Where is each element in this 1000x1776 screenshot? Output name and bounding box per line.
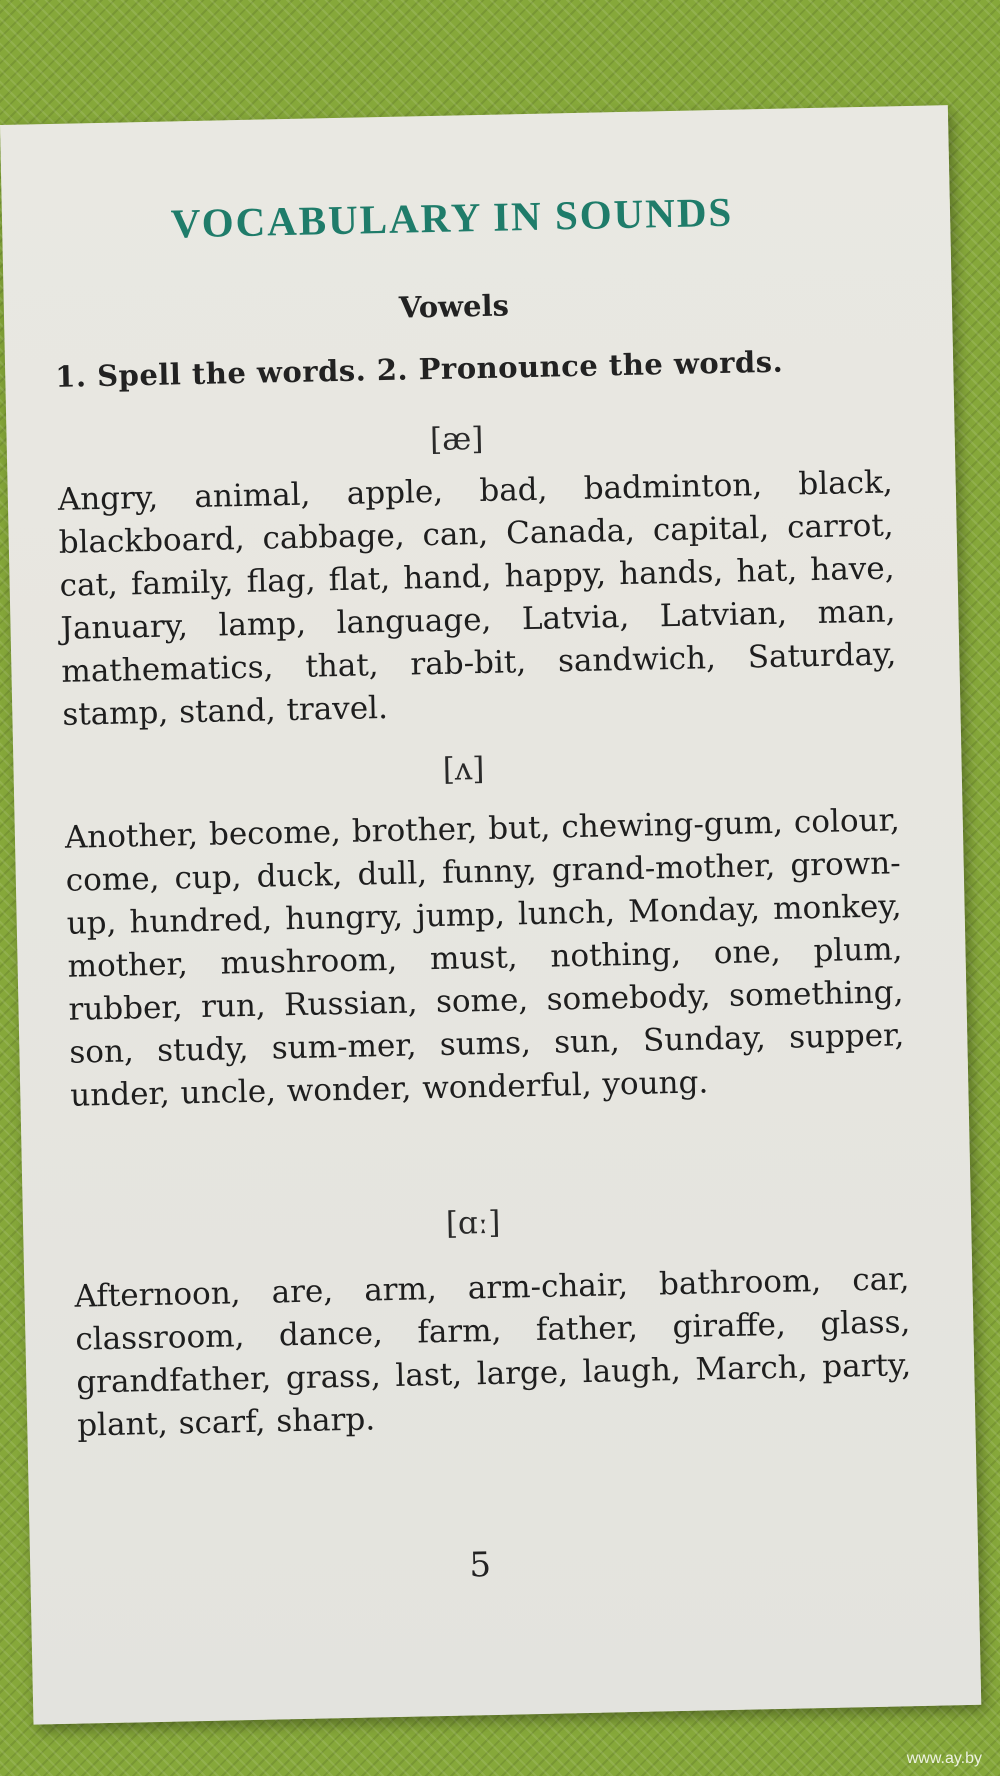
sound-caret-heading: [ʌ]	[442, 750, 485, 788]
word-list-ae: Angry, animal, apple, bad, badminton, black, blackboard, cabbage, can, Canada, capital, carrot, cat, family, flag, flat, hand, happy, hands, hat, have, January, lamp, language, Latvia, Latvian, man, mathematics, that, rab-bit, sandwich, Saturday, stamp, stand, travel.	[57, 464, 897, 733]
word-list-caret: Another, become, brother, but, chewing-gum, colour, come, cup, duck, dull, funny, grand-mother, grown-up, hundred, hungry, jump, lunch, Monday, monkey, mother, mushroom, must, nothing, one, plum, rubber, run, Russian, some, somebody, something, son, study, sum-mer, sums, sun, Sunday, supper, under, uncle, wonder, wonderful, young.	[64, 802, 905, 1114]
exercise-instruction: 1. Spell the words. 2. Pronounce the words.	[54, 344, 784, 394]
section-subtitle: Vowels	[398, 288, 510, 325]
watermark: www.ay.by	[906, 1750, 982, 1767]
sound-a-long-heading: [ɑː]	[445, 1204, 501, 1242]
textbook-page	[0, 105, 981, 1725]
word-list-a-long: Afternoon, are, arm, arm-chair, bathroom, car, classroom, dance, farm, father, giraffe, glass, grandfather, grass, last, large, laugh, March, party, plant, scarf, sharp.	[74, 1261, 912, 1444]
sound-ae-heading: [æ]	[429, 420, 484, 459]
page-number: 5	[469, 1545, 492, 1586]
page-title: VOCABULARY IN SOUNDS	[170, 188, 734, 247]
